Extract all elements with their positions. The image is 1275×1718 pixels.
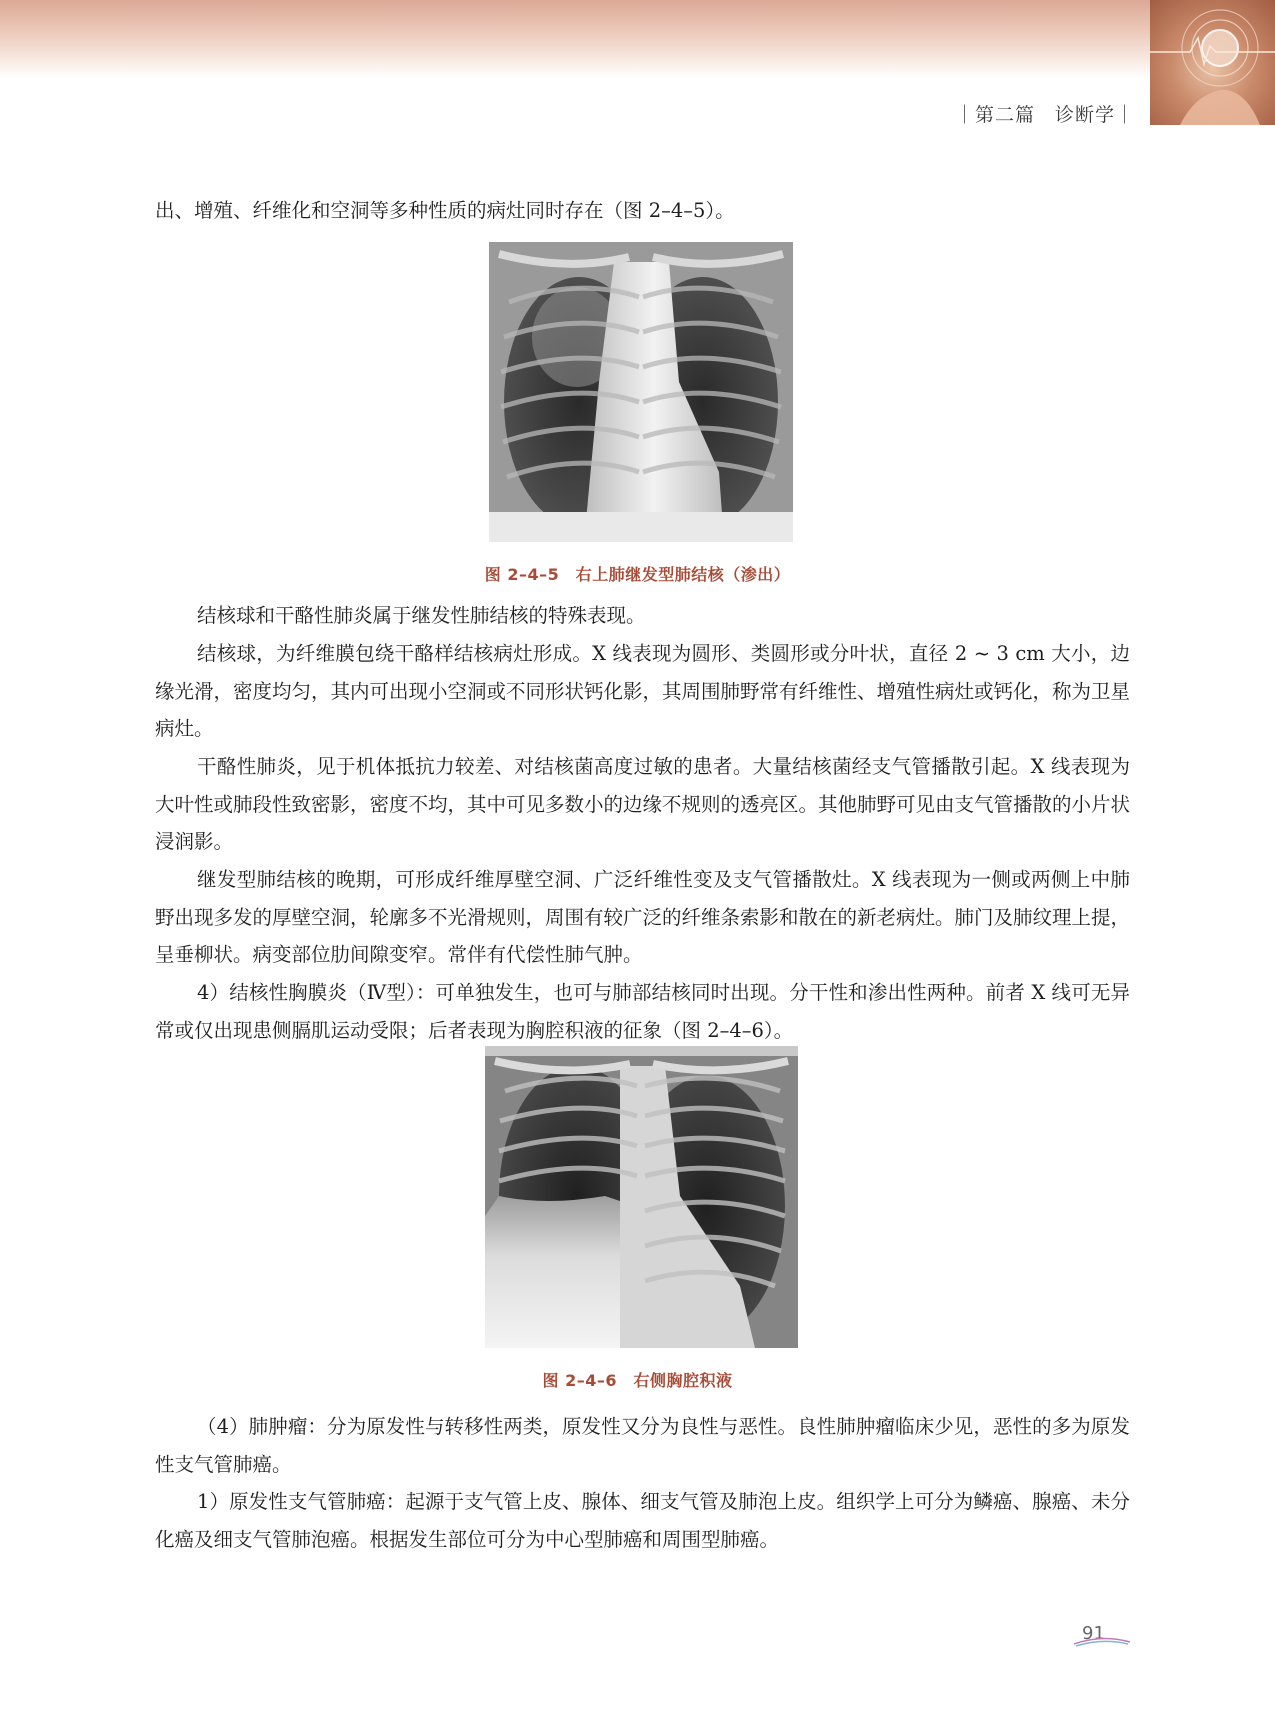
paragraph: 出、增殖、纤维化和空洞等多种性质的病灶同时存在（图 2–4–5）。 — [155, 199, 735, 222]
header-band — [0, 0, 1275, 78]
paragraph: 4）结核性胸膜炎（Ⅳ型）：可单独发生，也可与肺部结核同时出现。分干性和渗出性两种。前者 X 线可无异常或仅出现患侧膈肌运动受限；后者表现为胸腔积液的征象（图 2–4–6）。 — [155, 981, 1130, 1042]
stethoscope-header-image — [1150, 0, 1275, 125]
paragraph: 结核球和干酪性肺炎属于继发性肺结核的特殊表现。 — [197, 604, 646, 627]
chest-xray-image-fig-2-4-6 — [485, 1046, 798, 1348]
figure-caption: 图 2–4–5 右上肺继发型肺结核（渗出） — [484, 565, 791, 584]
figure-caption: 图 2–4–6 右侧胸腔积液 — [542, 1371, 733, 1390]
paragraph: 干酪性肺炎，见于机体抵抗力较差、对结核菌高度过敏的患者。大量结核菌经支气管播散引起。X 线表现为大叶性或肺段性致密影，密度不均，其中可见多数小的边缘不规则的透亮区。其他肺野可见由支气管播散的小片状浸润影。 — [155, 755, 1131, 853]
page-number: 91 — [1082, 1623, 1105, 1644]
paragraph: 结核球，为纤维膜包绕干酪样结核病灶形成。X 线表现为圆形、类圆形或分叶状，直径 2 ~ 3 cm 大小，边缘光滑，密度均匀，其内可出现小空洞或不同形状钙化影，其周围肺野常有纤维性、增殖性病灶或钙化，称为卫星病灶。 — [155, 642, 1131, 740]
paragraph: 继发型肺结核的晚期，可形成纤维厚壁空洞、广泛纤维性变及支气管播散灶。X 线表现为一侧或两侧上中肺野出现多发的厚壁空洞，轮廓多不光滑规则，周围有较广泛的纤维条索影和散在的新老病灶。肺门及肺纹理上提，呈垂柳状。病变部位肋间隙变窄。常伴有代偿性肺气肿。 — [155, 868, 1131, 966]
section-title: ｜第二篇 诊断学｜ — [954, 104, 1135, 126]
paragraph: 1）原发性支气管肺癌：起源于支气管上皮、腺体、细支气管及肺泡上皮。组织学上可分为鳞癌、腺癌、未分化癌及细支气管肺泡癌。根据发生部位可分为中心型肺癌和周围型肺癌。 — [155, 1490, 1130, 1551]
chest-xray-image-fig-2-4-5 — [489, 242, 793, 542]
paragraph: （4）肺肿瘤：分为原发性与转移性两类，原发性又分为良性与恶性。良性肺肿瘤临床少见，恶性的多为原发性支气管肺癌。 — [155, 1415, 1130, 1476]
page-number-swoosh-icon — [1072, 1636, 1132, 1648]
